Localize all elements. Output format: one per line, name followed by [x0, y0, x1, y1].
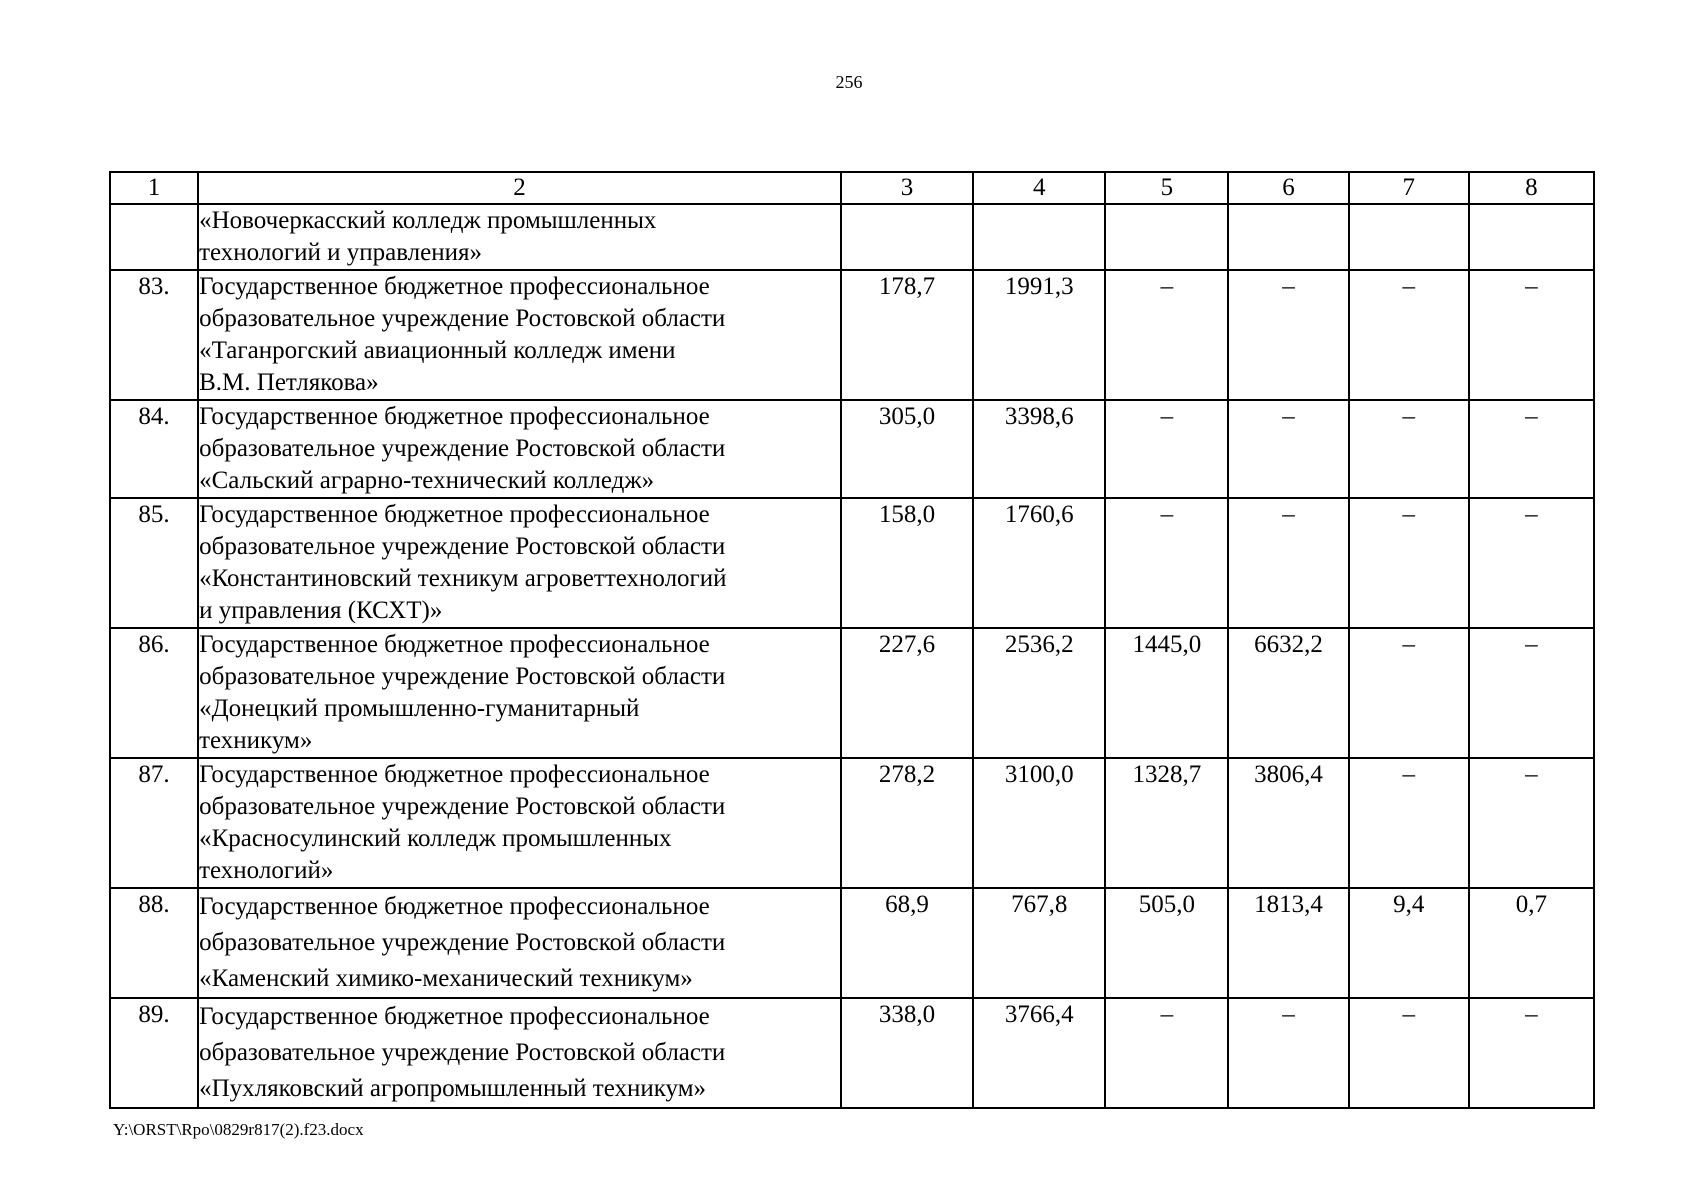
value-cell-col-4: 1991,3 [973, 270, 1105, 400]
value-cell-col-6: 3806,4 [1228, 758, 1348, 888]
value-cell-col-8 [1469, 204, 1594, 270]
table-row [110, 758, 1594, 888]
institution-name [198, 498, 841, 628]
value-cell-col-4 [973, 204, 1105, 270]
institution-name-line: «Сальский аграрно-технический колледж» [199, 467, 655, 494]
value-cell-col-7: – [1349, 758, 1469, 888]
table-row [110, 204, 1594, 270]
value-cell-col-4: 3398,6 [973, 400, 1105, 498]
institution-name-line: образовательное учреждение Ростовской области [199, 929, 726, 956]
institution-name-line: Государственное бюджетное профессиональное [199, 1003, 710, 1030]
row-number: 83. [110, 270, 198, 400]
column-header: 5 [1105, 172, 1228, 204]
institution-name-line: «Константиновский техникум агроветтехнологий [199, 565, 727, 592]
value-cell-col-5 [1105, 204, 1228, 270]
value-cell-col-3: 178,7 [841, 270, 973, 400]
value-cell-col-5: 1328,7 [1105, 758, 1228, 888]
institution-name-line: образовательное учреждение Ростовской области [199, 793, 726, 820]
institution-name-line: образовательное учреждение Ростовской области [199, 533, 726, 560]
institution-name-line: «Каменский химико-механический техникум» [199, 965, 693, 992]
institution-name [198, 270, 841, 400]
value-cell-col-7: – [1349, 498, 1469, 628]
institution-name-line: техникум» [199, 727, 313, 754]
institution-name-line: Государственное бюджетное профессиональное [199, 761, 710, 788]
institution-name-line: технологий и управления» [199, 239, 482, 266]
institution-name [198, 888, 841, 998]
institution-name-line: Государственное бюджетное профессиональное [199, 501, 710, 528]
column-header: 7 [1349, 172, 1469, 204]
value-cell-col-4: 767,8 [973, 888, 1105, 998]
table-row [110, 270, 1594, 400]
value-cell-col-3: 305,0 [841, 400, 973, 498]
row-number: 85. [110, 498, 198, 628]
institution-name-line: образовательное учреждение Ростовской области [199, 435, 726, 462]
value-cell-col-4: 2536,2 [973, 628, 1105, 758]
institution-name-line: Государственное бюджетное профессиональное [199, 893, 710, 920]
value-cell-col-4: 1760,6 [973, 498, 1105, 628]
value-cell-col-8: – [1469, 998, 1594, 1108]
value-cell-col-3 [841, 204, 973, 270]
column-header: 2 [198, 172, 841, 204]
value-cell-col-6: 1813,4 [1228, 888, 1348, 998]
column-header: 8 [1469, 172, 1594, 204]
row-number: 89. [110, 998, 198, 1108]
value-cell-col-3: 68,9 [841, 888, 973, 998]
institution-name-line: Государственное бюджетное профессиональное [199, 403, 710, 430]
row-number: 87. [110, 758, 198, 888]
row-number: 88. [110, 888, 198, 998]
value-cell-col-7: 9,4 [1349, 888, 1469, 998]
value-cell-col-3: 278,2 [841, 758, 973, 888]
table-header-row [110, 172, 1594, 204]
value-cell-col-6 [1228, 204, 1348, 270]
value-cell-col-3: 338,0 [841, 998, 973, 1108]
institution-name [198, 628, 841, 758]
table-row [110, 628, 1594, 758]
institution-name-line: В.М. Петлякова» [199, 369, 379, 396]
institution-name-line: «Донецкий промышленно-гуманитарный [199, 695, 640, 722]
value-cell-col-5: – [1105, 270, 1228, 400]
institution-name-line: Государственное бюджетное профессиональное [199, 273, 710, 300]
institution-name [198, 998, 841, 1108]
value-cell-col-7: – [1349, 628, 1469, 758]
institution-name-line: «Таганрогский авиационный колледж имени [199, 337, 676, 364]
value-cell-col-5: – [1105, 998, 1228, 1108]
institution-name-line: Государственное бюджетное профессиональное [199, 631, 710, 658]
value-cell-col-8: – [1469, 400, 1594, 498]
column-header: 4 [973, 172, 1105, 204]
value-cell-col-5: 505,0 [1105, 888, 1228, 998]
value-cell-col-6: – [1228, 998, 1348, 1108]
value-cell-col-5: – [1105, 498, 1228, 628]
value-cell-col-8: – [1469, 758, 1594, 888]
institution-name-line: и управления (КСХТ)» [199, 597, 443, 624]
row-number: 86. [110, 628, 198, 758]
institution-name [198, 400, 841, 498]
institution-name-line: «Новочеркасский колледж промышленных [199, 207, 657, 234]
value-cell-col-6: – [1228, 498, 1348, 628]
institution-name-line: «Красносулинский колледж промышленных [199, 825, 672, 852]
column-header: 6 [1228, 172, 1348, 204]
value-cell-col-7: – [1349, 400, 1469, 498]
value-cell-col-3: 227,6 [841, 628, 973, 758]
institution-name-line: образовательное учреждение Ростовской области [199, 663, 726, 690]
institution-name-line: образовательное учреждение Ростовской области [199, 1039, 726, 1066]
table-row [110, 498, 1594, 628]
table-row [110, 400, 1594, 498]
column-header: 3 [841, 172, 973, 204]
value-cell-col-4: 3766,4 [973, 998, 1105, 1108]
value-cell-col-7: – [1349, 998, 1469, 1108]
table-row [110, 998, 1594, 1108]
institution-name [198, 204, 841, 270]
value-cell-col-5: 1445,0 [1105, 628, 1228, 758]
column-header: 1 [110, 172, 198, 204]
value-cell-col-6: – [1228, 400, 1348, 498]
value-cell-col-8: – [1469, 498, 1594, 628]
institution-name-line: технологий» [199, 857, 334, 884]
value-cell-col-7: – [1349, 270, 1469, 400]
institution-name [198, 758, 841, 888]
value-cell-col-8: – [1469, 270, 1594, 400]
value-cell-col-5: – [1105, 400, 1228, 498]
institution-name-line: образовательное учреждение Ростовской области [199, 305, 726, 332]
table-row [110, 888, 1594, 998]
institution-name-line: «Пухляковский агропромышленный техникум» [199, 1075, 707, 1102]
value-cell-col-3: 158,0 [841, 498, 973, 628]
page-number: 256 [835, 72, 863, 92]
row-number: 84. [110, 400, 198, 498]
value-cell-col-8: – [1469, 628, 1594, 758]
value-cell-col-6: 6632,2 [1228, 628, 1348, 758]
row-number [110, 204, 198, 270]
value-cell-col-7 [1349, 204, 1469, 270]
value-cell-col-6: – [1228, 270, 1348, 400]
value-cell-col-8: 0,7 [1469, 888, 1594, 998]
value-cell-col-4: 3100,0 [973, 758, 1105, 888]
data-table [109, 171, 1595, 1109]
footer-file-path: Y:\ORST\Rpo\0829r817(2).f23.docx [113, 1120, 364, 1139]
